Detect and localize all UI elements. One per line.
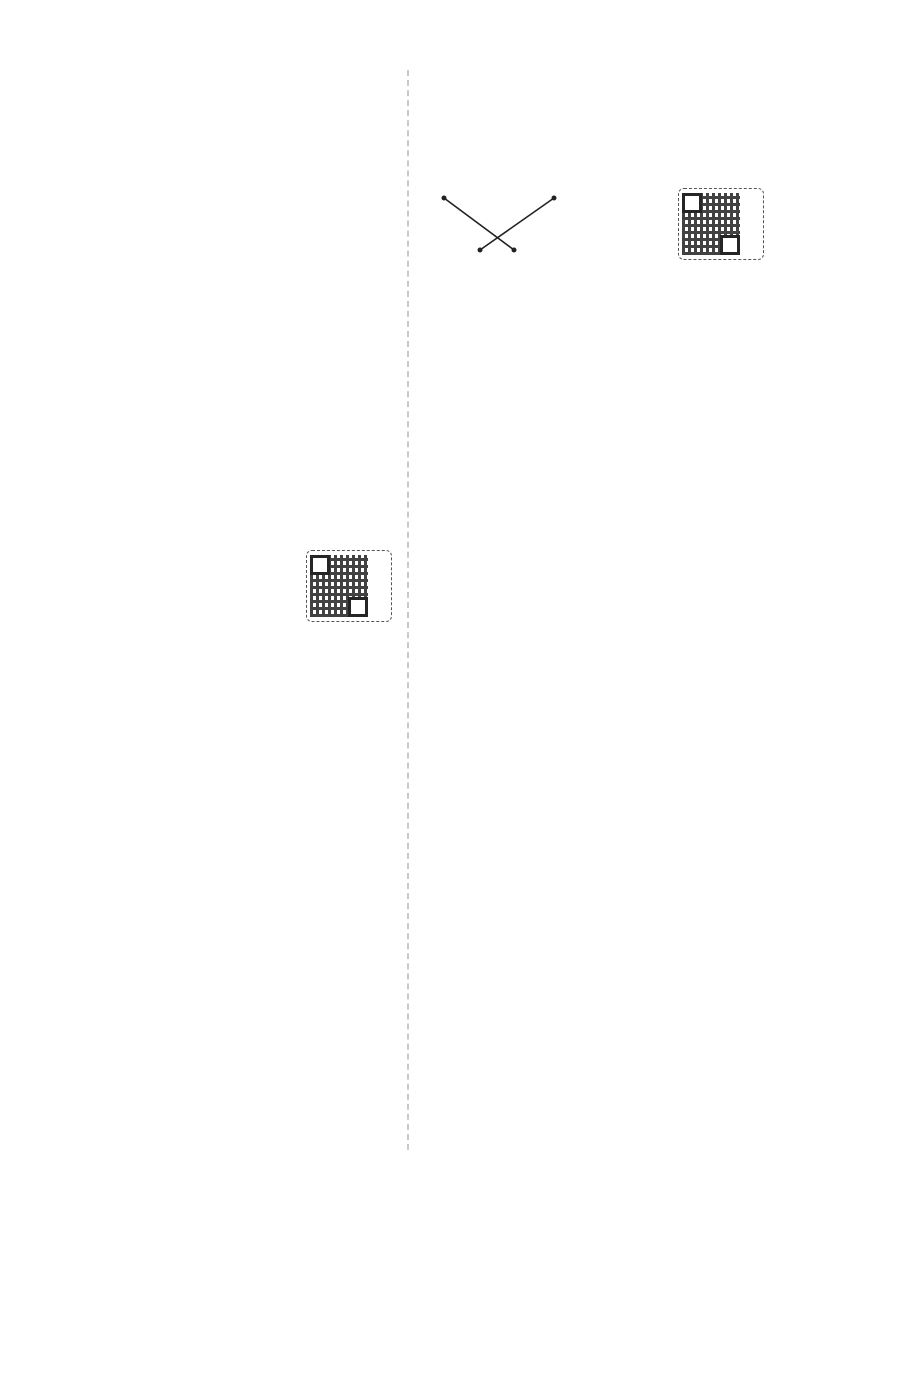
right-column [420, 70, 860, 416]
column-divider [407, 70, 409, 1150]
qr-code[interactable] [306, 550, 392, 622]
question-5 [44, 111, 400, 148]
question-8 [420, 379, 860, 416]
qr-code-image [682, 193, 740, 255]
cube-arrangements [420, 295, 860, 379]
matching-lines [436, 192, 566, 258]
hint-line [44, 70, 400, 107]
question-7 [420, 258, 860, 295]
answer-line [44, 148, 400, 185]
cube-figures [420, 70, 860, 186]
qr-code[interactable] [678, 188, 764, 260]
site-logo [700, 1305, 890, 1387]
question-4 [420, 188, 860, 258]
left-column [44, 70, 400, 185]
qr-code-image [310, 555, 368, 617]
